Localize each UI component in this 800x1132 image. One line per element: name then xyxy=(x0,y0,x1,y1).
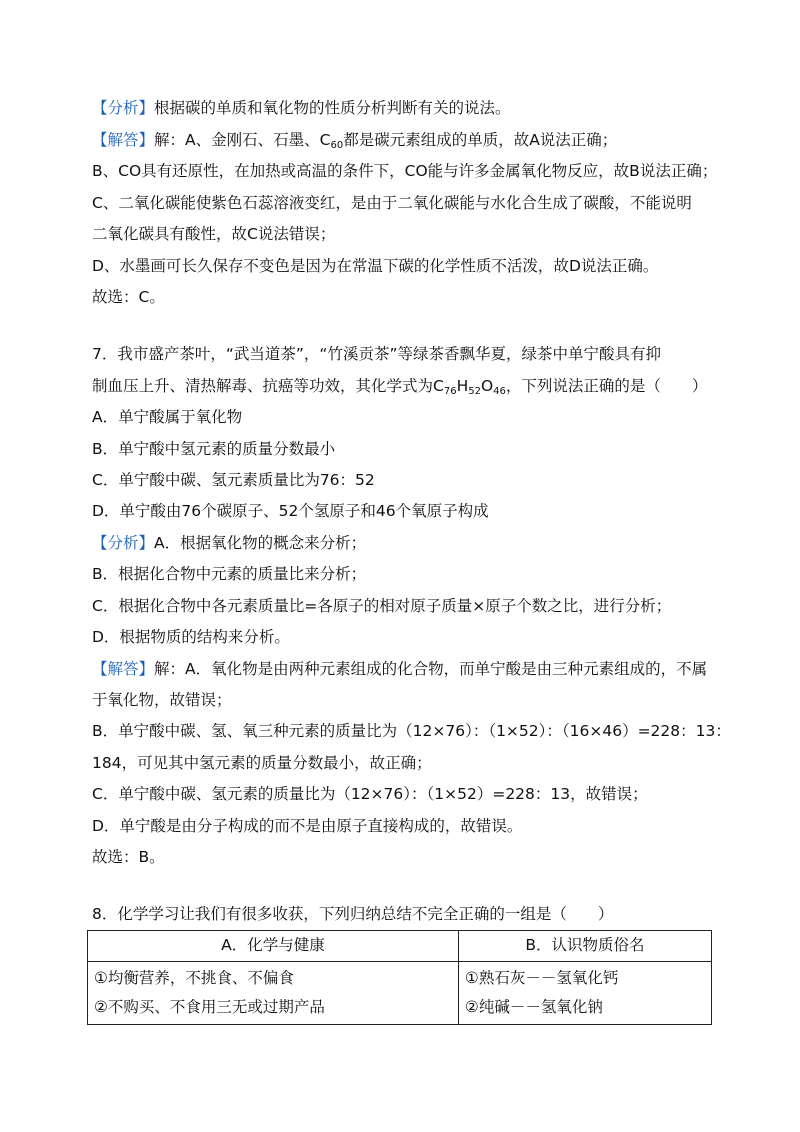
q6-line-d: D、水墨画可长久保存不变色是因为在常温下碳的化学性质不活泼，故D说法正确。 xyxy=(92,257,659,275)
answer-tag: 【解答】 xyxy=(92,131,155,149)
q7-answer-d: D．单宁酸是由分子构成的而不是由原子直接构成的，故错误。 xyxy=(92,817,523,835)
table-cell-b xyxy=(458,962,711,1025)
cell-line: ②纯碱－－氢氧化钠 xyxy=(464,998,603,1016)
answer-tag: 【解答】 xyxy=(92,660,155,678)
stem-text-cont: ，下列说法正确的是（ ） xyxy=(505,377,708,395)
analysis-tag: 【分析】 xyxy=(92,99,155,117)
subscript: 52 xyxy=(468,386,481,397)
q6-analysis xyxy=(92,98,511,118)
answer-text-cont: 都是碳元素组成的单质，故A说法正确； xyxy=(343,131,618,149)
q7-stem-2 xyxy=(92,376,707,396)
q7-analysis-d: D．根据物质的结构来分析。 xyxy=(92,628,290,646)
table-header-row xyxy=(88,931,712,962)
table-cell-a xyxy=(88,962,459,1025)
q7-choice: 故选：B。 xyxy=(92,848,165,866)
q6-line-b: B、CO具有还原性，在加热或高温的条件下，CO能与许多金属氧化物反应，故B说法正确； xyxy=(92,162,718,180)
analysis-text: A．根据氧化物的概念来分析； xyxy=(154,534,367,552)
analysis-tag: 【分析】 xyxy=(92,534,155,552)
formula-h: H xyxy=(456,377,469,395)
table-header-a: A．化学与健康 xyxy=(88,931,459,962)
q7-answer-a1 xyxy=(92,659,707,679)
q7-stem-1: 7．我市盛产茶叶，“武当道茶”，“竹溪贡茶”等绿茶香飘华夏，绿茶中单宁酸具有抑 xyxy=(92,345,661,363)
q7-answer-b1: B．单宁酸中碳、氢、氧三种元素的质量比为（12×76）：（1×52）：（16×46）=228：13： xyxy=(92,722,731,740)
q8-table xyxy=(87,930,712,1025)
analysis-text: 根据碳的单质和氧化物的性质分析判断有关的说法。 xyxy=(154,99,511,117)
q6-line-c2: 二氧化碳具有酸性，故C说法错误； xyxy=(92,225,336,243)
answer-text: 解：A．氧化物是由两种元素组成的化合物，而单宁酸是由三种元素组成的，不属 xyxy=(154,660,708,678)
cell-line: ②不购买、不食用三无或过期产品 xyxy=(94,998,325,1016)
q7-option-a: A．单宁酸属于氧化物 xyxy=(92,408,243,426)
q6-choice: 故选：C。 xyxy=(92,288,165,306)
subscript: 76 xyxy=(443,386,457,397)
q7-analysis-c: C．根据化合物中各元素质量比=各原子的相对原子质量×原子个数之比，进行分析； xyxy=(92,597,672,615)
q7-analysis-b: B．根据化合物中元素的质量比来分析； xyxy=(92,565,367,583)
q8-stem: 8．化学学习让我们有很多收获，下列归纳总结不完全正确的一组是（ ） xyxy=(92,905,614,923)
answer-text: 解：A、金刚石、石墨、C xyxy=(154,131,331,149)
q6-line-c1: C、二氧化碳能使紫色石蕊溶液变红，是由于二氧化碳能与水化合生成了碳酸，不能说明 xyxy=(92,194,692,212)
formula-o: O xyxy=(480,377,494,395)
subscript: 46 xyxy=(493,386,506,397)
cell-line: ①熟石灰－－氢氧化钙 xyxy=(464,969,619,987)
stem-text: 制血压上升、清热解毒、抗癌等功效，其化学式为C xyxy=(92,377,444,395)
q7-option-c: C．单宁酸中碳、氢元素质量比为76：52 xyxy=(92,471,375,489)
q7-answer-c: C．单宁酸中碳、氢元素的质量比为（12×76）：（1×52）=228：13，故错误； xyxy=(92,785,648,803)
q6-answer xyxy=(92,130,617,150)
q7-option-b: B．单宁酸中氢元素的质量分数最小 xyxy=(92,440,336,458)
q7-option-d: D．单宁酸由76个碳原子、52个氢原子和46个氧原子构成 xyxy=(92,502,489,520)
q7-answer-b2: 184，可见其中氢元素的质量分数最小，故正确； xyxy=(92,754,432,772)
table-row xyxy=(88,962,712,1025)
q7-answer-a2: 于氧化物，故错误； xyxy=(92,691,232,709)
subscript: 60 xyxy=(330,140,344,151)
q7-analysis-a xyxy=(92,533,366,553)
cell-line: ①均衡营养，不挑食、不偏食 xyxy=(94,969,294,987)
table-header-b: B．认识物质俗名 xyxy=(458,931,711,962)
